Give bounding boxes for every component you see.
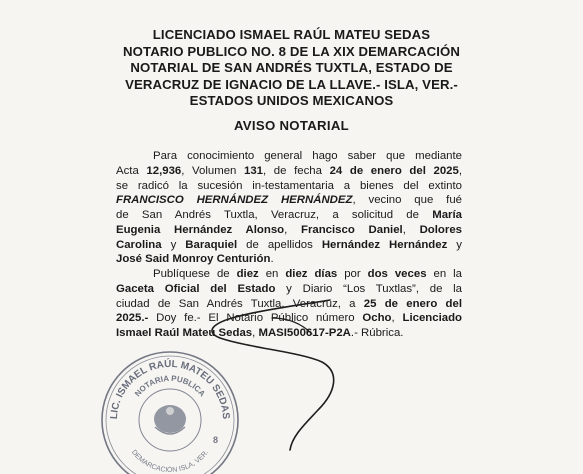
svg-text:NOTARIA PUBLICA: NOTARIA PUBLICA	[133, 373, 207, 399]
deceased-name: FRANCISCO HERNÁNDEZ HERNÁNDEZ	[116, 194, 353, 207]
header-line-1: LICENCIADO ISMAEL RAÚL MATEU SEDAS	[152, 27, 431, 42]
p2-line-4: 2025.- Doy fe.- El Notario Público número Ocho, Licenciado	[116, 312, 462, 325]
header-line-4: VERACRUZ DE IGNACIO DE LA LLAVE.- ISLA, VER.-	[125, 76, 458, 92]
notary-seal-graphic	[95, 345, 245, 474]
notice-title: AVISO NOTARIAL	[233, 118, 350, 133]
p2-line-2: Gaceta Oficial del Estado y Diario “Los Tuxtlas”, de la	[116, 282, 462, 295]
p1-line-3: se radicó la sucesión in-testamentaria a bienes del extinto	[116, 179, 462, 192]
notary-seal	[95, 345, 245, 474]
p1-line-1: Para conocimiento general hago saber que mediante	[153, 150, 462, 162]
header-line-2: NOTARIO PUBLICO NO. 8 DE LA XIX DEMARCACIÓN	[123, 43, 460, 59]
notary-header	[0, 27, 583, 110]
p1-line-7: Carolina y Baraquiel de apellidos Hernández Hernández y	[116, 238, 462, 251]
p1-line-2: Acta 12,936, Volumen 131, de fecha 24 de enero del 2025,	[116, 164, 462, 177]
header-line-3: NOTARIAL DE SAN ANDRÉS TUXTLA, ESTADO DE	[130, 60, 453, 76]
header-line-5: ESTADOS UNIDOS MEXICANOS	[189, 93, 394, 109]
p2-line-3: ciudad de San Andrés Tuxtla, Veracruz, a 25 de enero del	[116, 297, 462, 310]
p1-line-4: FRANCISCO HERNÁNDEZ HERNÁNDEZ, vecino que fué	[116, 194, 462, 207]
p1-line-8: José Said Monroy Centurión.	[116, 253, 274, 266]
p2-line-1: Publíquese de diez en diez días por dos veces en la	[153, 268, 462, 280]
seal-number: 8	[213, 435, 219, 445]
notice-body	[116, 149, 462, 341]
svg-text:DEMARCACIÓN ISLA, VER.: DEMARCACIÓN ISLA, VER.	[129, 448, 211, 474]
svg-text:LIC. ISMAEL RAÚL MATEU SEDAS: LIC. ISMAEL RAÚL MATEU SEDAS	[108, 358, 232, 420]
p2-line-5: Ismael Raúl Mateu Sedas, MASI500617-P2A.- Rúbrica.	[116, 327, 404, 339]
p1-line-5: de San Andrés Tuxtla, Veracruz, a solicitud de María	[116, 209, 462, 221]
coat-of-arms-icon	[154, 405, 186, 434]
p1-line-6: Eugenia Hernández Alonso, Francisco Daniel, Dolores	[116, 223, 462, 236]
